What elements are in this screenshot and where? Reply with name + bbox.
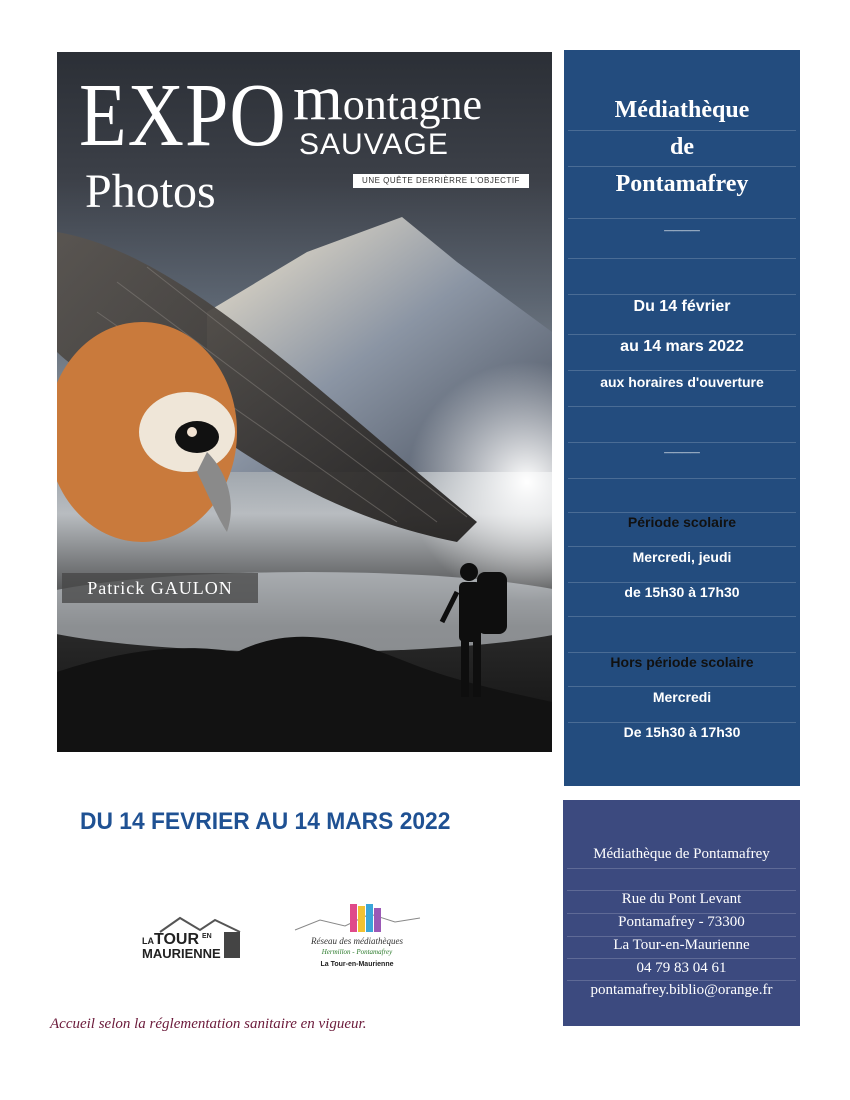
exhibition-poster <box>57 52 552 752</box>
date-from: Du 14 février <box>633 298 731 315</box>
sanitary-note: Accueil selon la réglementation sanitaire en vigueur. <box>50 1016 367 1032</box>
la-tour-en-maurienne-logo <box>140 910 250 968</box>
logo-tour-la: LA <box>142 936 154 946</box>
logo-tour-en: EN <box>202 933 212 940</box>
venue-line-3: Pontamafrey <box>615 171 749 197</box>
montagne-initial: m <box>293 62 343 133</box>
school-hours: de 15h30 à 17h30 <box>624 584 740 600</box>
address-email[interactable]: pontamafrey.biblio@orange.fr <box>590 982 773 998</box>
holiday-period-title: Hors période scolaire <box>610 654 754 670</box>
logo-reseau-sub: Hermillon - Pontamafrey <box>321 948 393 956</box>
logo-reseau-place: La Tour-en-Maurienne <box>320 961 394 968</box>
date-to: au 14 mars 2022 <box>620 338 744 355</box>
expo-title: EXPO <box>79 64 287 165</box>
holiday-hours: De 15h30 à 17h30 <box>623 724 741 740</box>
sauvage-subtitle: SAUVAGE <box>299 128 449 161</box>
venue-line-2: de <box>670 134 694 160</box>
holiday-days: Mercredi <box>652 689 712 705</box>
address-street: Rue du Pont Levant <box>621 891 742 907</box>
tagline: UNE QUÊTE DERRIÈRRE L'OBJECTIF <box>353 174 529 188</box>
venue-line-1: Médiathèque <box>614 97 750 123</box>
address-panel <box>563 800 800 1026</box>
separator-1: ____ <box>664 216 700 233</box>
school-period-title: Période scolaire <box>627 514 737 530</box>
logo-tour-maurienne: MAURIENNE <box>142 946 221 961</box>
reseau-mediatheques-logo <box>290 900 425 972</box>
school-days: Mercredi, jeudi <box>632 549 732 565</box>
dates-heading: DU 14 FEVRIER AU 14 MARS 2022 <box>80 808 451 835</box>
address-phone: 04 79 83 04 61 <box>636 960 727 976</box>
address-name: Médiathèque de Pontamafrey <box>593 846 770 862</box>
separator-2: ____ <box>664 438 700 455</box>
hours-note: aux horaires d'ouverture <box>600 374 764 390</box>
logo-reseau-title: Réseau des médiathèques <box>311 936 403 946</box>
montagne-title <box>293 62 483 133</box>
logo-tour-tour: TOUR <box>154 931 200 948</box>
montagne-rest: ontagne <box>342 80 483 129</box>
address-commune: La Tour-en-Maurienne <box>613 937 750 953</box>
info-panel <box>564 50 800 786</box>
photos-title: Photos <box>85 165 216 218</box>
author-name: Patrick GAULON <box>62 573 258 603</box>
address-city: Pontamafrey - 73300 <box>618 914 745 930</box>
